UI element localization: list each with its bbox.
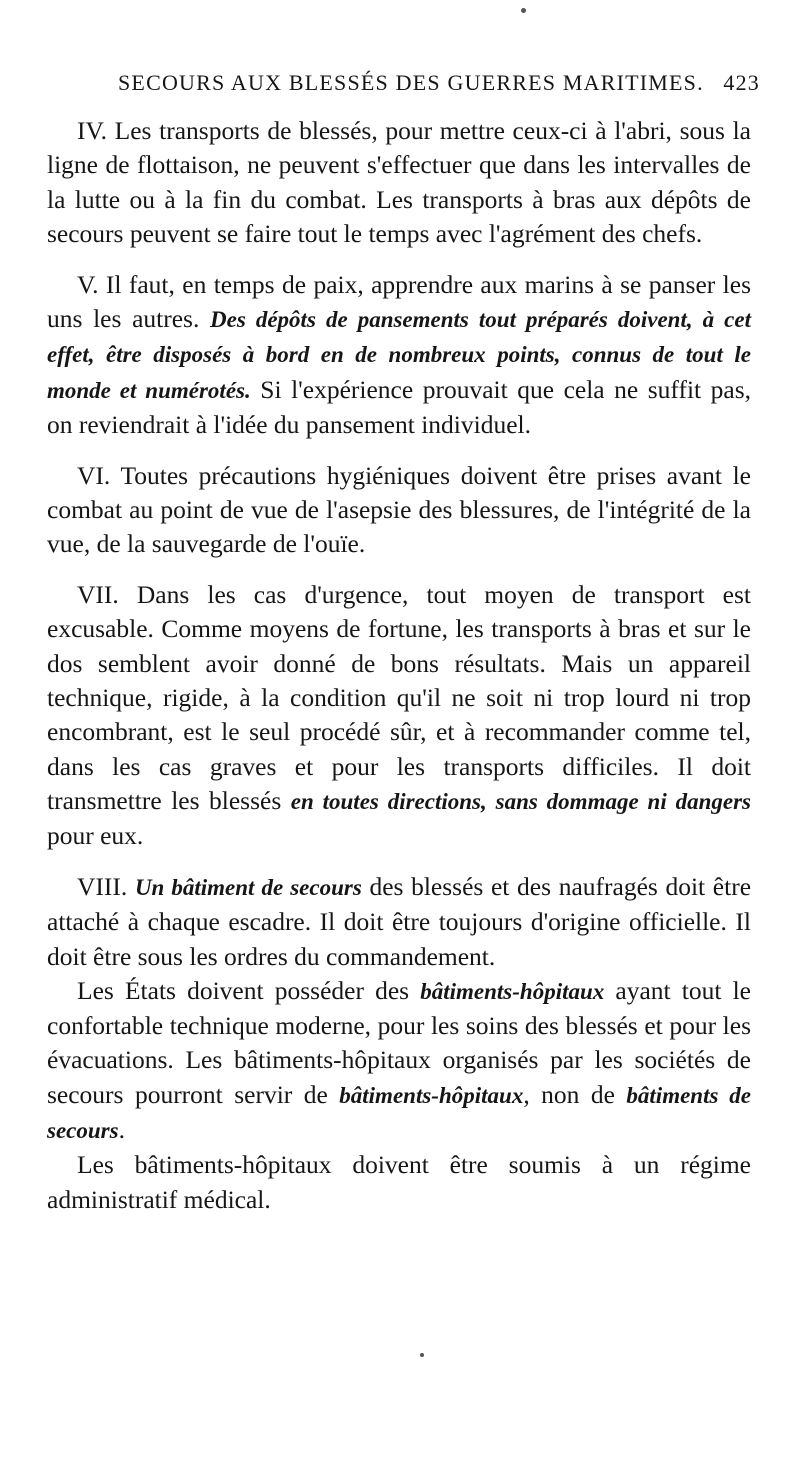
paragraph-viii-text: des blessés et des naufragés doit être attaché à chaque escadre. Il doit être toujours d'origine officielle. Il doit être sous les ordres du commandement. [47, 871, 752, 971]
paragraph-vii [47, 578, 751, 853]
paragraph-vii-text-end: pour eux. [47, 821, 144, 851]
running-header-title: SECOURS AUX BLESSÉS DES GUERRES MARITIMES. [118, 70, 704, 95]
paragraph-iv-text: IV. Les transports de blessés, pour mettre ceux-ci à l'abri, sous la ligne de flottaison, ne peuvent s'effectuer que dans les intervalles de la lutte ou à la fin du combat. Les transports à bras aux dépôts de secours peuvent se faire tout le temps avec l'agrément des chefs. [47, 116, 751, 248]
page-number: 423 [723, 70, 760, 95]
scan-speck-mark [521, 8, 526, 13]
paragraph-viii-numeral: VIII. [77, 871, 135, 901]
running-header [118, 68, 760, 98]
paragraph-viii-italic: Un bâtiment de secours [134, 874, 362, 900]
paragraph-vi-text: VI. Toutes précautions hygiéniques doivent être prises avant le combat au point de vue de l'asepsie des blessures, de l'intégrité de la vue, de la sauvegarde de l'ouïe. [47, 460, 751, 559]
paragraph-etats-italic-3: bâtiments de secours [47, 1082, 751, 1144]
paragraph-etats-text-4: . [118, 1115, 125, 1145]
scan-speck-mark [420, 1353, 424, 1357]
paragraph-v-italic: Des dépôts de pansements tout préparés doivent, à cet effet, être disposés à bord en de nombreux points, connus de tout le monde et numérotés. [47, 306, 751, 403]
paragraph-vii-text: VII. Dans les cas d'urgence, tout moyen de transport est excusable. Comme moyens de fortune, les transports à bras et sur le dos semblent avoir donné de bons résultats. Mais un appareil technique, rigide, à la condition qu'il ne soit ni trop lourd ni trop encombrant, est le seul procédé sûr, et à recommander comme tel, dans les cas graves et pour les transports difficiles. Il doit transmettre les blessés [47, 580, 751, 815]
paragraph-etats-text-1: Les États doivent posséder des [77, 975, 421, 1005]
paragraph-regime [47, 1148, 751, 1217]
paragraph-etats-italic-1: bâtiments-hôpitaux [420, 978, 605, 1004]
page-body [47, 114, 751, 1217]
paragraph-vi [47, 459, 751, 562]
paragraph-vii-italic: en toutes directions, sans dommage ni dangers [290, 788, 751, 814]
paragraph-etats-text-3: , non de [523, 1079, 627, 1109]
paragraph-regime-text: Les bâtiments-hôpitaux doivent être soumis à un régime administratif médical. [47, 1150, 751, 1214]
paragraph-v-text: V. Il faut, en temps de paix, apprendre aux marins à se panser les uns les autres. [47, 269, 751, 333]
paragraph-viii [47, 870, 751, 974]
paragraph-v-text-end: Si l'expérience prouvait que cela ne suffit pas, on reviendrait à l'idée du pansement individuel. [47, 374, 752, 439]
paragraph-etats-italic-2: bâtiments-hôpitaux [339, 1082, 524, 1108]
paragraph-v [47, 268, 751, 442]
paragraph-etats-text-2: ayant tout le confortable technique moderne, pour les soins des blessés et pour les évacuations. Les bâtiments-hôpitaux organisés par les sociétés de secours pourront servir de [47, 975, 752, 1109]
paragraph-iv [47, 114, 751, 251]
paragraph-etats [47, 974, 751, 1148]
